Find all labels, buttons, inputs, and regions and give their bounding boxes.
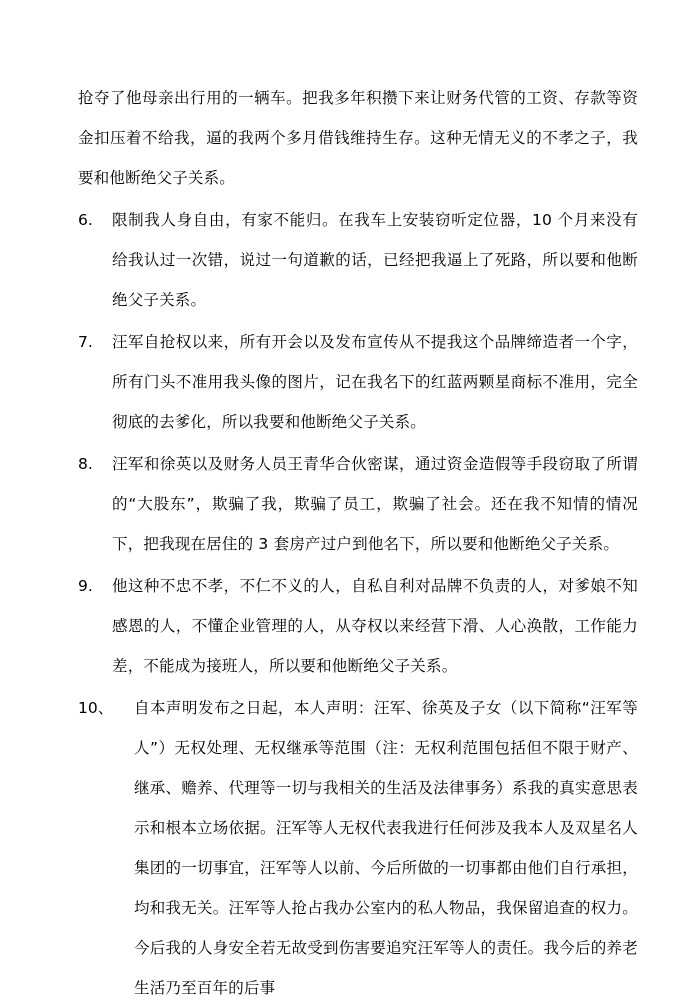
paragraph-text: 限制我人身自由，有家不能归。在我车上安装窃听定位器，10 个月来没有给我认过一次错，说过一句道歉的话，已经把我逼上了死路，所以要和他断绝父子关系。 bbox=[112, 211, 638, 309]
paragraph-text: 自本声明发布之日起，本人声明：汪军、徐英及子女（以下简称“汪军等人”）无权处理、无权继承等范围（注：无权利范围包括但不限于财产、继承、赡养、代理等一切与我相关的生活及法律事务）系我的真实意思表示和根本立场依据。汪军等人无权代表我进行任何涉及我本人及双星名人集团的一切事宜，汪军等人以前、今后所做的一切事都由他们自行承担，均和我无关。汪军等人抢占我办公室内的私人物品，我保留追查的权力。今后我的人身安全若无故受到伤害要追究汪军等人的责任。我今后的养老生活乃至百年的后事 bbox=[134, 699, 638, 997]
paragraph-marker: 8. bbox=[78, 455, 93, 473]
paragraph-text: 汪军和徐英以及财务人员王青华合伙密谋，通过资金造假等手段窃取了所谓的“大股东”，欺骗了我，欺骗了员工，欺骗了社会。还在我不知情的情况下，把我现在居住的 3 套房产过户到他名下，所以要和他断绝父子关系。 bbox=[112, 455, 638, 553]
paragraph-marker: 9. bbox=[78, 577, 93, 595]
paragraph-item-8 bbox=[78, 444, 638, 564]
paragraph-text: 他这种不忠不孝，不仁不义的人，自私自利对品牌不负责的人，对爹娘不知感恩的人，不懂企业管理的人，从夺权以来经营下滑、人心涣散，工作能力差，不能成为接班人，所以要和他断绝父子关系。 bbox=[112, 577, 638, 675]
paragraph-continued bbox=[78, 78, 638, 198]
paragraph-marker: 6. bbox=[78, 211, 93, 229]
paragraph-item-7 bbox=[78, 322, 638, 442]
paragraph-marker: 10、 bbox=[78, 699, 114, 717]
paragraph-item-6 bbox=[78, 200, 638, 320]
paragraph-text: 汪军自抢权以来，所有开会以及发布宣传从不提我这个品牌缔造者一个字，所有门头不准用我头像的图片，记在我名下的红蓝两颗星商标不准用，完全彻底的去爹化，所以我要和他断绝父子关系。 bbox=[112, 333, 638, 431]
paragraph-marker: 7. bbox=[78, 333, 93, 351]
paragraph-item-10 bbox=[78, 688, 638, 1008]
paragraph-item-9 bbox=[78, 566, 638, 686]
paragraph-text: 抢夺了他母亲出行用的一辆车。把我多年积攒下来让财务代管的工资、存款等资金扣压着不给我，逼的我两个多月借钱维持生存。这种无情无义的不孝之子，我要和他断绝父子关系。 bbox=[78, 89, 638, 187]
